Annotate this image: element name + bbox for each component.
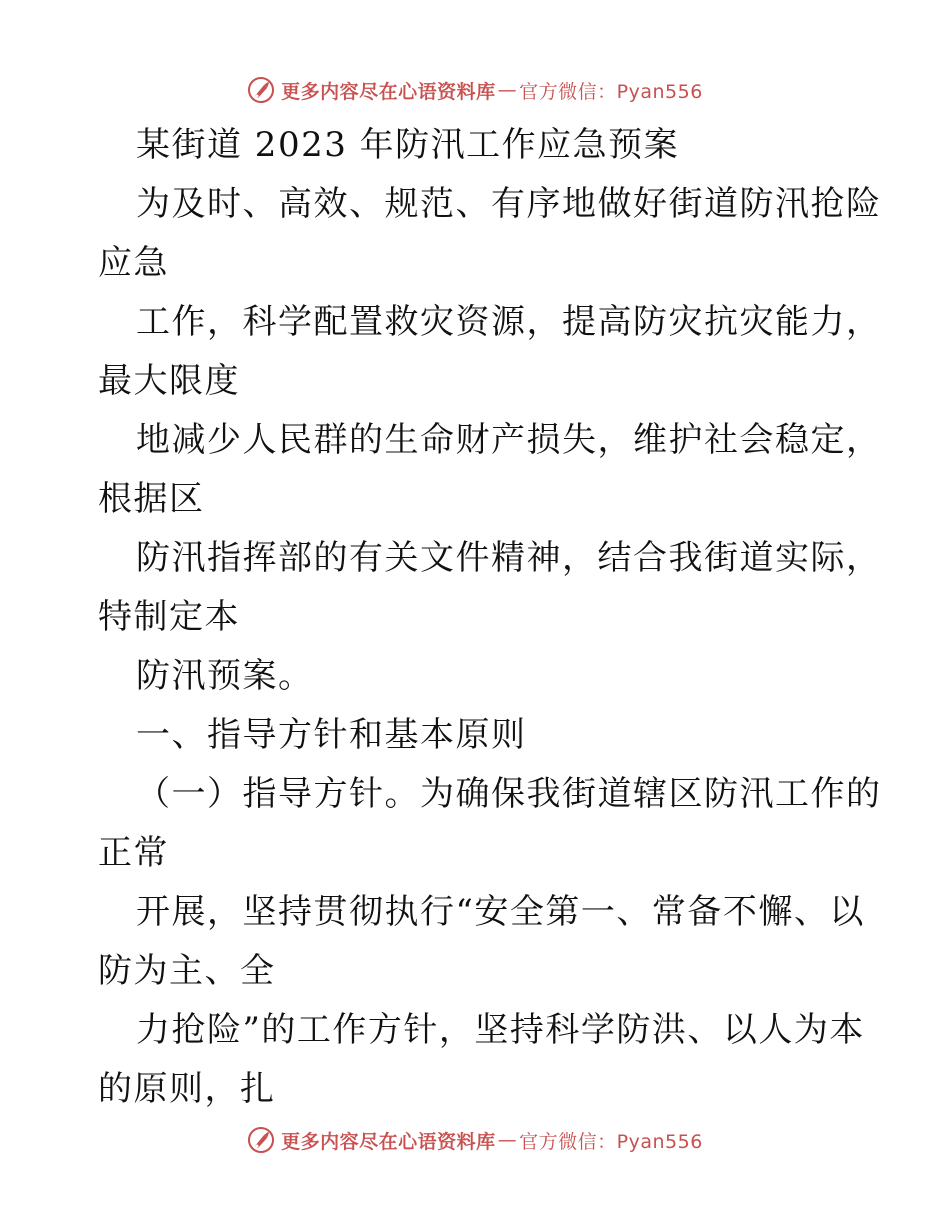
text-line: 应急: [98, 243, 169, 283]
section-heading: 一、指导方针和基本原则: [136, 715, 527, 755]
text-line: 防汛预案。: [136, 656, 314, 696]
text-line: 防汛指挥部的有关文件精神，结合我街道实际，: [136, 538, 882, 578]
watermark-contact: 官方微信：Pyan556: [519, 80, 703, 103]
watermark-text: 更多内容尽在心语资料库: [281, 1130, 496, 1153]
footer-watermark: [0, 1120, 950, 1160]
subsection-heading: （一）指导方针。为确保我街道辖区防汛工作的: [136, 774, 882, 814]
text-line: 为及时、高效、规范、有序地做好街道防汛抢险: [136, 184, 882, 224]
header-watermark: [0, 70, 950, 110]
text-line: 根据区: [98, 479, 205, 519]
watermark-contact: 官方微信：Pyan556: [519, 1130, 703, 1153]
document-body: [98, 116, 882, 1119]
text-line: 正常: [98, 833, 169, 873]
text-line: 最大限度: [98, 361, 240, 401]
pen-nib-logo-icon: [247, 1126, 275, 1154]
text-line: 的原则，扎: [98, 1069, 276, 1109]
pen-nib-logo-icon: [247, 76, 275, 104]
watermark-text: 更多内容尽在心语资料库: [281, 80, 496, 103]
watermark-separator: —: [497, 1129, 518, 1151]
text-line: 开展，坚持贯彻执行“安全第一、常备不懈、以: [136, 892, 865, 932]
text-line: 工作，科学配置救灾资源，提高防灾抗灾能力，: [136, 302, 882, 342]
document-title: 某街道 2023 年防汛工作应急预案: [136, 125, 680, 165]
text-line: 力抢险”的工作方针，坚持科学防洪、以人为本: [136, 1010, 865, 1050]
text-line: 地减少人民群的生命财产损失，维护社会稳定，: [136, 420, 882, 460]
text-line: 防为主、全: [98, 951, 276, 991]
text-line: 特制定本: [98, 597, 240, 637]
watermark-separator: —: [497, 79, 518, 101]
